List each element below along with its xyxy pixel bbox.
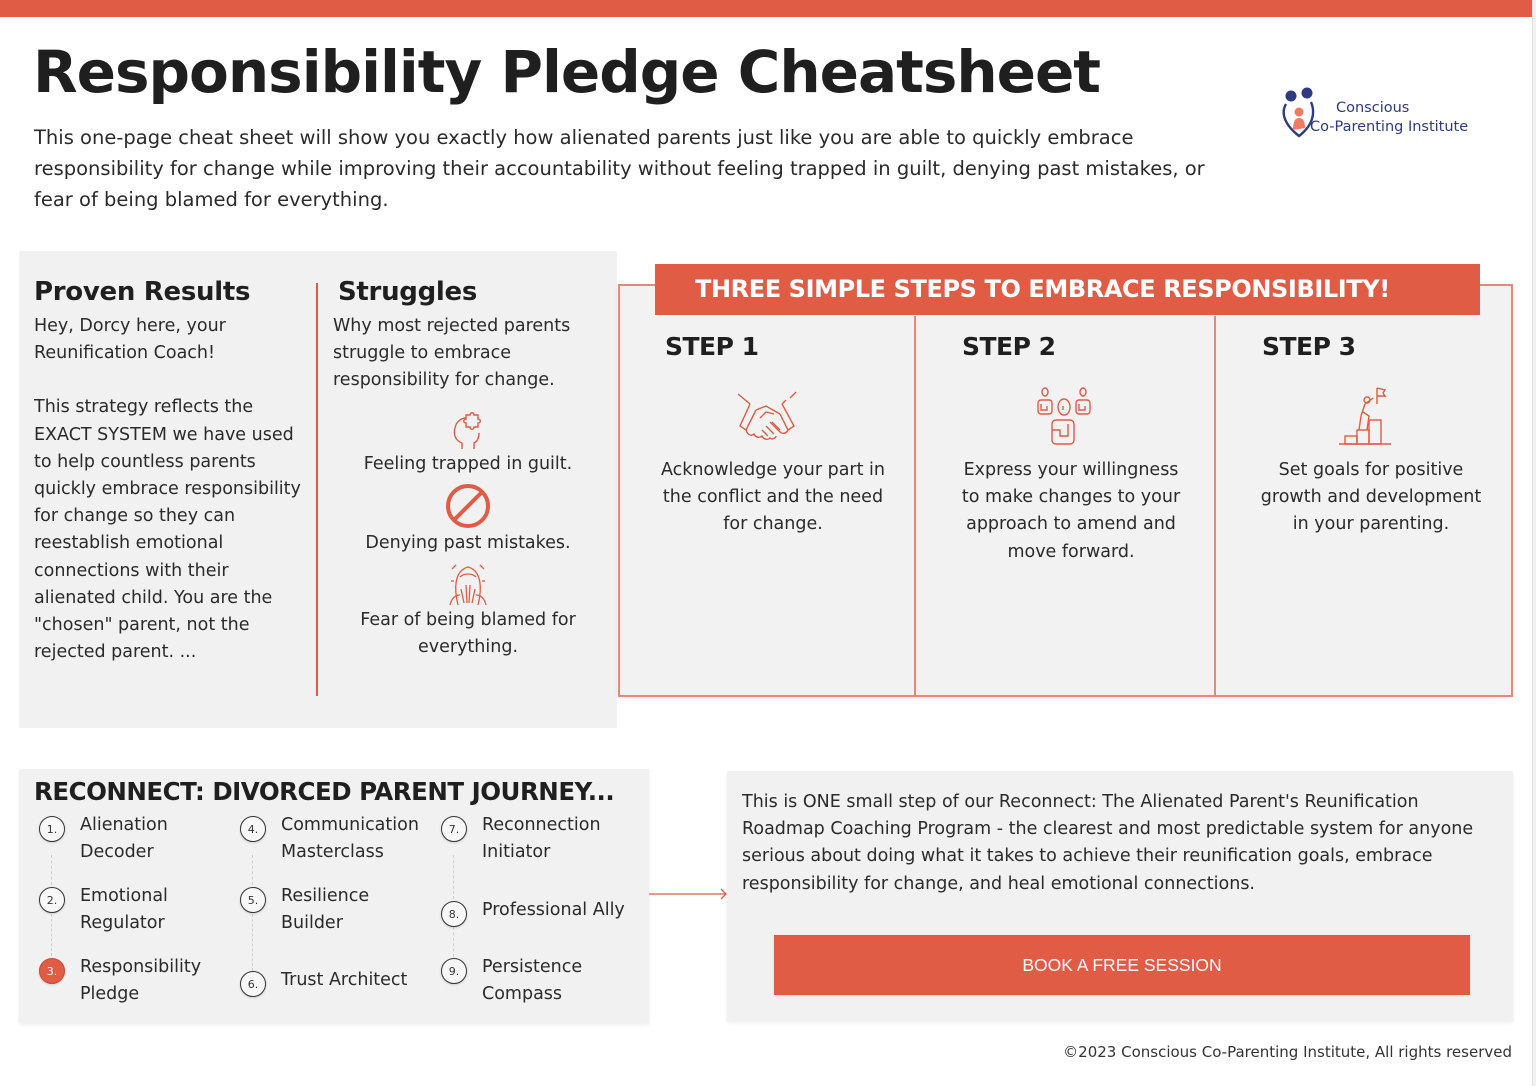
logo: [1282, 86, 1512, 146]
step-3: [1262, 332, 1356, 361]
step-divider: [1214, 316, 1216, 696]
journey-step-number: 9.: [441, 958, 467, 984]
group-discussion-icon: [1035, 386, 1097, 446]
step-2: [962, 332, 1056, 361]
top-accent-bar: [0, 0, 1532, 17]
book-free-session-button[interactable]: BOOK A FREE SESSION: [774, 935, 1470, 995]
step-description: Set goals for positive growth and development in your parenting.: [1260, 460, 1482, 535]
head-puzzle-icon: [448, 407, 488, 451]
journey-step-label: Responsibility Pledge: [80, 957, 202, 1005]
cta-description: This is ONE small step of our Reconnect: The Alienated Parent's Reunification Roadmap Coaching Program - the clearest and most predictable system for anyone serious about doing what it takes to achieve their reunification goals, embrace responsibility for change, and heal emotional connections.: [742, 792, 1474, 894]
journey-step-number: 8.: [441, 901, 467, 927]
journey-panel: [19, 769, 649, 1023]
step-description: Express your willingness to make changes to your approach to amend and move forward.: [961, 460, 1181, 562]
journey-item[interactable]: [441, 958, 602, 1008]
copyright: ©2023 Conscious Co-Parenting Institute, All rights reserved: [1063, 1043, 1512, 1061]
step-1: [665, 332, 759, 361]
page-title: Responsibility Pledge Cheatsheet: [33, 38, 1101, 106]
cta-panel: [727, 771, 1513, 1021]
scrollbar[interactable]: [1532, 0, 1536, 1086]
step-description: Acknowledge your part in the conflict and the need for change.: [660, 460, 886, 535]
journey-item[interactable]: [240, 887, 391, 937]
struggle-item: [333, 482, 603, 557]
handshake-icon: [736, 390, 798, 442]
journey-item[interactable]: [39, 816, 190, 866]
goal-flag-stairs-icon: [1337, 386, 1393, 448]
prohibited-icon: [444, 482, 492, 530]
journey-step-number: 5.: [240, 887, 266, 913]
intro-paragraph: This one-page cheat sheet will show you exactly how alienated parents just like you are able to quickly embrace responsibility for change while improving their accountability without feeling trapped in guilt, denying past mistakes, or fear of being blamed for everything.: [34, 126, 1205, 211]
journey-step-label: Resilience Builder: [281, 886, 370, 934]
struggle-item: [333, 407, 603, 478]
journey-item[interactable]: [441, 816, 622, 866]
column-divider: [316, 283, 318, 696]
proven-results-greeting: Hey, Dorcy here, your Reunification Coach!: [34, 316, 226, 364]
journey-step-label: Reconnection Initiator: [482, 815, 601, 863]
journey-step-number: 2.: [39, 887, 65, 913]
struggles-intro: Why most rejected parents struggle to embrace responsibility for change.: [333, 316, 571, 391]
logo-text: [1310, 99, 1468, 137]
proven-results-column: [34, 277, 304, 666]
struggles-column: [333, 277, 603, 661]
struggle-label: Feeling trapped in guilt.: [363, 453, 573, 474]
journey-item[interactable]: [240, 971, 431, 997]
journey-item[interactable]: [39, 887, 190, 937]
struggle-label: Denying past mistakes.: [365, 532, 571, 553]
journey-title: RECONNECT: DIVORCED PARENT JOURNEY...: [34, 777, 615, 806]
struggle-item: [333, 559, 603, 661]
journey-step-label: Emotional Regulator: [80, 886, 168, 934]
journey-step-number: 1.: [39, 816, 65, 842]
arrow-right-icon: [649, 886, 728, 902]
journey-connector: [453, 927, 454, 957]
proven-results-body: This strategy reflects the EXACT SYSTEM we have used to help countless parents quickly embrace responsibility for change so they can reestablish emotional connections with their alienated child. You are the "chosen" parent, not the rejected parent. ...: [34, 397, 301, 663]
results-struggles-panel: [19, 251, 617, 728]
journey-step-number: 6.: [240, 971, 266, 997]
journey-step-label: Trust Architect: [281, 970, 408, 990]
journey-item[interactable]: [240, 816, 431, 866]
journey-step-number: 3.: [39, 958, 65, 984]
journey-step-label: Persistence Compass: [482, 957, 583, 1005]
logo-line-2: Co-Parenting Institute: [1310, 119, 1469, 135]
distressed-person-icon: [446, 559, 490, 607]
proven-results-heading: Proven Results: [34, 277, 251, 307]
journey-item[interactable]: [441, 901, 652, 927]
step-divider: [914, 316, 916, 696]
steps-banner: THREE SIMPLE STEPS TO EMBRACE RESPONSIBILITY!: [655, 264, 1480, 315]
journey-step-number: 4.: [240, 816, 266, 842]
step-title: STEP 2: [962, 332, 1056, 361]
step-title: STEP 3: [1262, 332, 1356, 361]
struggle-label: Fear of being blamed for everything.: [360, 609, 576, 657]
step-title: STEP 1: [665, 332, 759, 361]
logo-line-1: Conscious: [1336, 100, 1410, 116]
struggles-heading: Struggles: [338, 277, 478, 307]
journey-item-active[interactable]: [39, 958, 210, 1008]
journey-step-label: Professional Ally: [482, 900, 625, 920]
journey-step-label: Communication Masterclass: [281, 815, 419, 863]
journey-step-label: Alienation Decoder: [80, 815, 168, 863]
journey-step-number: 7.: [441, 816, 467, 842]
